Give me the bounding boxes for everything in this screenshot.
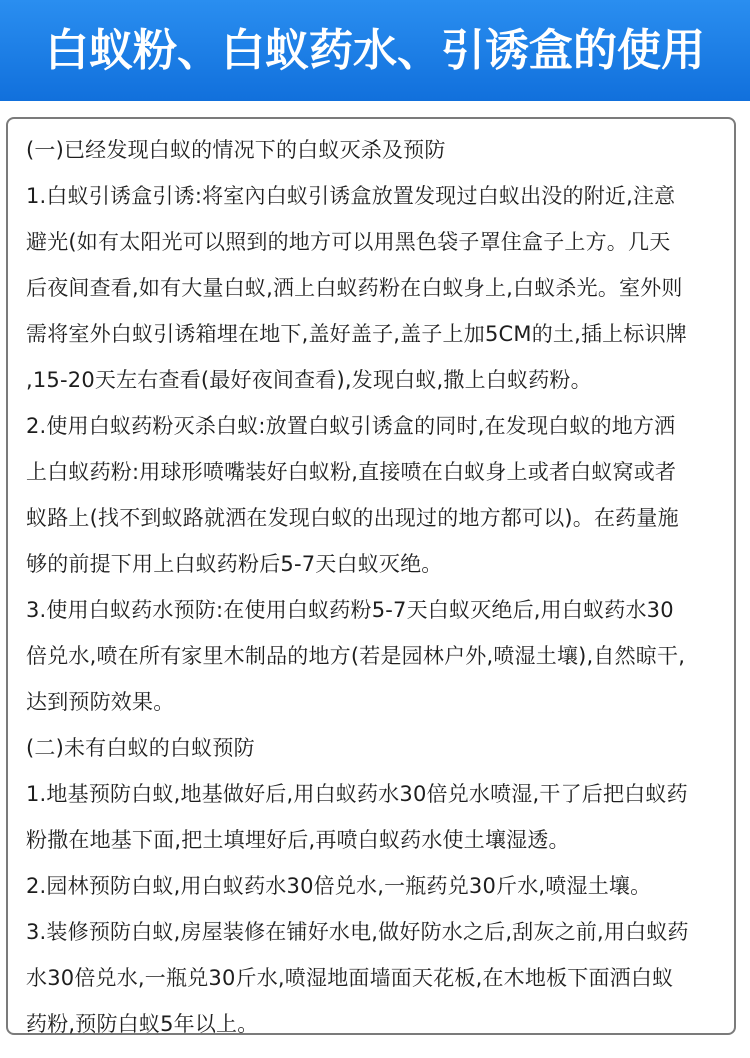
text-line: 蚁路上(找不到蚁路就洒在发现白蚁的出现过的地方都可以)。在药量施	[26, 506, 679, 530]
header-banner	[0, 0, 750, 101]
text-line: 2.园林预防白蚁,用白蚁药水30倍兑水,一瓶药兑30斤水,喷湿土壤。	[26, 874, 652, 898]
text-line: ,15-20天左右查看(最好夜间查看),发现白蚁,撒上白蚁药粉。	[26, 368, 592, 392]
section-heading-2: (二)未有白蚁的白蚁预防	[26, 736, 255, 760]
text-line: 避光(如有太阳光可以照到的地方可以用黑色袋子罩住盒子上方。几天	[26, 230, 671, 254]
text-line: 倍兑水,喷在所有家里木制品的地方(若是园林户外,喷湿土壤),自然晾干,	[26, 644, 686, 668]
text-line: 水30倍兑水,一瓶兑30斤水,喷湿地面墙面天花板,在木地板下面洒白蚁	[26, 966, 674, 990]
text-line: 粉撒在地基下面,把土填埋好后,再喷白蚁药水使土壤湿透。	[26, 828, 570, 852]
text-line: 2.使用白蚁药粉灭杀白蚁:放置白蚁引诱盒的同时,在发现白蚁的地方洒	[26, 414, 676, 438]
text-line: 上白蚁药粉:用球形喷嘴装好白蚁粉,直接喷在白蚁身上或者白蚁窝或者	[26, 460, 677, 484]
text-line: 达到预防效果。	[26, 690, 175, 714]
page-title: 白蚁粉、白蚁药水、引诱盒的使用	[45, 25, 705, 76]
text-line: 3.使用白蚁药水预防:在使用白蚁药粉5-7天白蚁灭绝后,用白蚁药水30	[26, 598, 674, 622]
section-heading-1: (一)已经发现白蚁的情况下的白蚁灭杀及预防	[26, 138, 446, 162]
text-line: 需将室外白蚁引诱箱埋在地下,盖好盖子,盖子上加5CM的土,插上标识牌	[26, 322, 687, 346]
text-line: 1.白蚁引诱盒引诱:将室內白蚁引诱盒放置发现过白蚁出没的附近,注意	[26, 184, 676, 208]
text-line: 3.装修预防白蚁,房屋装修在铺好水电,做好防水之后,刮灰之前,用白蚁药	[26, 920, 689, 944]
text-line: 够的前提下用上白蚁药粉后5-7天白蚁灭绝。	[26, 552, 443, 576]
text-line: 药粉,预防白蚁5年以上。	[26, 1012, 259, 1036]
text-line: 1.地基预防白蚁,地基做好后,用白蚁药水30倍兑水喷湿,干了后把白蚁药	[26, 782, 688, 806]
text-line: 后夜间查看,如有大量白蚁,洒上白蚁药粉在白蚁身上,白蚁杀光。室外则	[26, 276, 683, 300]
